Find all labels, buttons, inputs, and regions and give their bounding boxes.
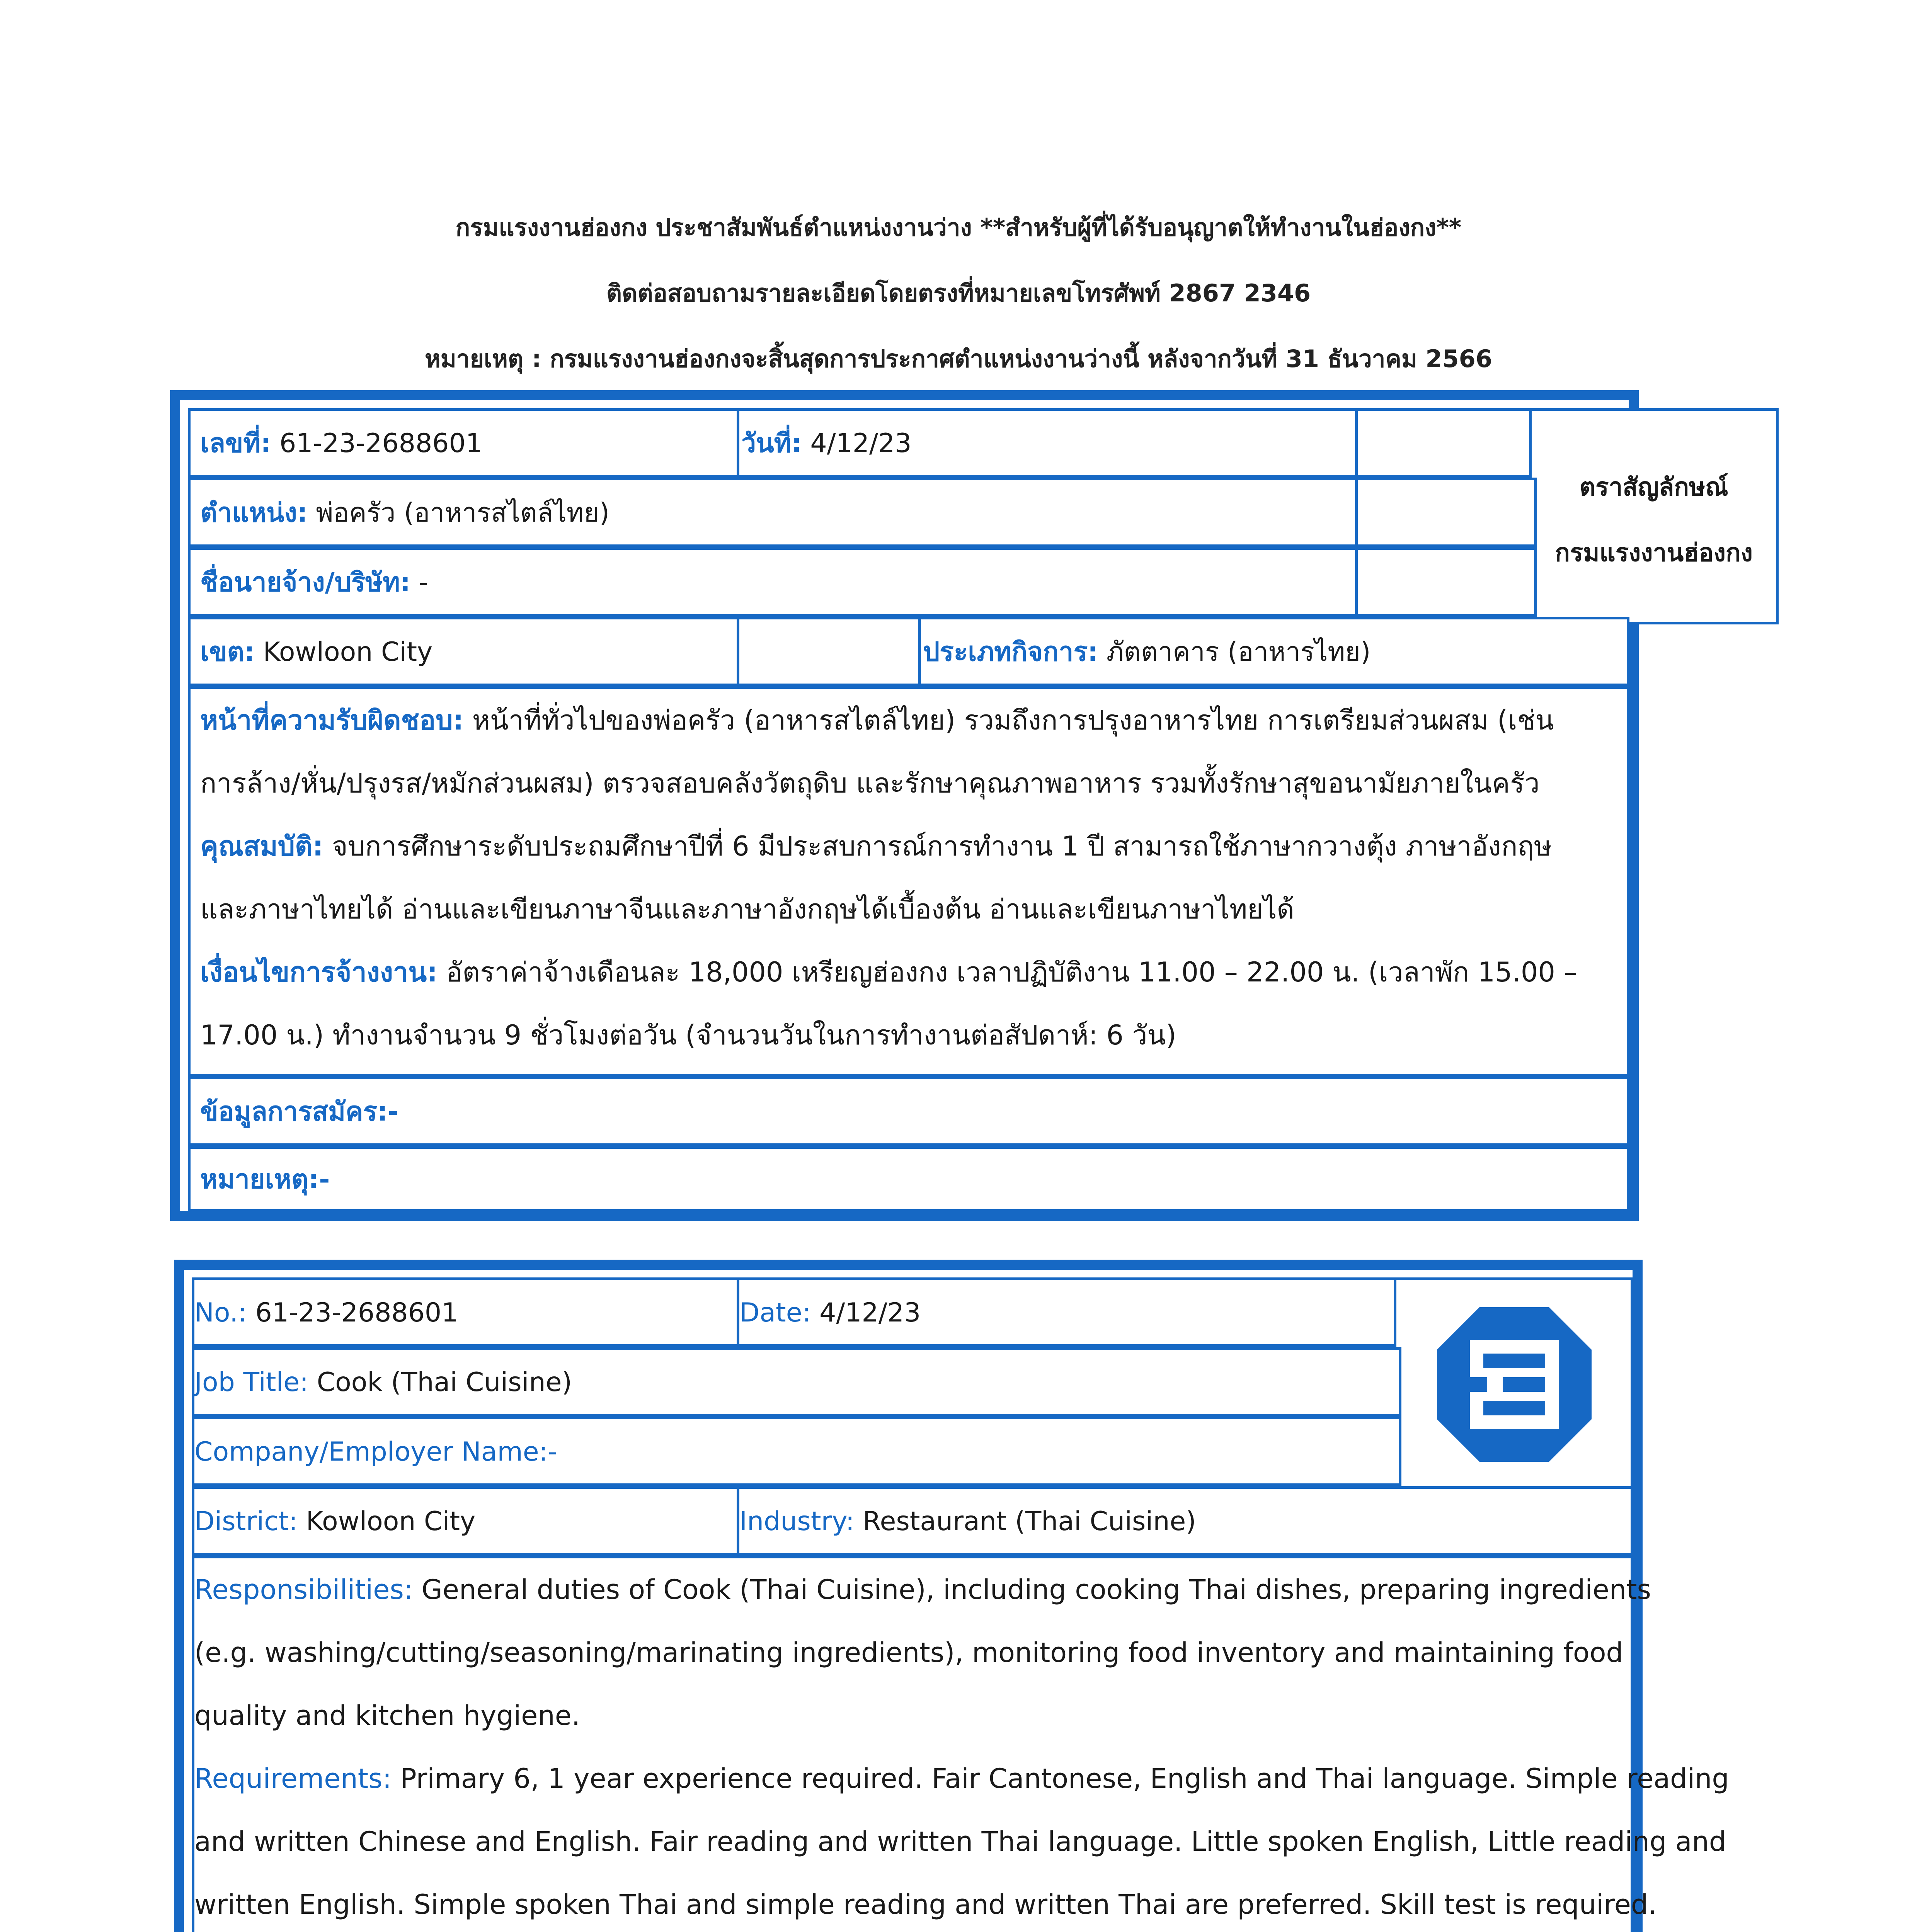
thai-job-card	[170, 390, 1753, 1221]
thai-responsibilities-line-1: หน้าที่ทั่วไปของพ่อครัว (อาหารสไตล์ไทย) รวมถึงการปรุงอาหารไทย การเตรียมส่วนผสม (เช่น	[472, 704, 1554, 736]
thai-terms-line-2: 17.00 น.) ทำงานจำนวน 9 ชั่วโมงต่อวัน (จำนวนวันในการทำงานต่อสัปดาห์: 6 วัน)	[200, 1019, 1176, 1051]
en-logo-cell	[1394, 1277, 1633, 1494]
en-no-cell	[192, 1277, 744, 1347]
en-responsibilities-line-2: (e.g. washing/cutting/seasoning/marinating ingredients), monitoring food inventory and maintaining food	[194, 1637, 1623, 1668]
en-date-label: Date:	[739, 1298, 811, 1328]
en-no-label: No.:	[194, 1298, 247, 1328]
thai-application-label: ข้อมูลการสมัคร:-	[200, 1097, 399, 1127]
thai-district-cell	[188, 617, 744, 686]
en-responsibilities-label: Responsibilities:	[194, 1574, 413, 1605]
en-industry-label: Industry:	[739, 1506, 855, 1537]
thai-blank-cell-1	[1355, 408, 1537, 478]
en-job-value: Cook (Thai Cuisine)	[317, 1367, 572, 1398]
en-job-label: Job Title:	[194, 1367, 309, 1398]
thai-requirements-label: คุณสมบัติ:	[200, 830, 323, 862]
thai-position-label: ตำแหน่ง:	[200, 498, 308, 528]
thai-position-cell	[188, 478, 1363, 547]
thai-details-cell	[188, 686, 1629, 1077]
thai-blank-cell-3	[1355, 547, 1537, 617]
thai-employer-cell	[188, 547, 1363, 617]
thai-application-cell	[188, 1077, 1629, 1146]
header-line-2: ติดต่อสอบถามรายละเอียดโดยตรงที่หมายเลขโทรศัพท์ 2867 2346	[606, 279, 1311, 307]
en-date-cell	[737, 1277, 1401, 1347]
thai-no-value: 61-23-2688601	[279, 428, 483, 459]
en-industry-value: Restaurant (Thai Cuisine)	[863, 1506, 1196, 1537]
thai-district-label: เขต:	[200, 637, 255, 667]
thai-industry-value: ภัตตาคาร (อาหารไทย)	[1106, 637, 1371, 667]
en-no-value: 61-23-2688601	[255, 1298, 458, 1328]
en-company-label: Company/Employer Name:-	[194, 1437, 557, 1467]
thai-position-value: พ่อครัว (อาหารสไตล์ไทย)	[316, 498, 610, 528]
thai-blank-cell-2	[1355, 478, 1537, 547]
en-requirements-line-3: written English. Simple spoken Thai and simple reading and written Thai are preferred. Skill test is required.	[194, 1889, 1657, 1920]
thai-district-value: Kowloon City	[263, 637, 433, 667]
en-date-value: 4/12/23	[819, 1298, 921, 1328]
thai-stamp-box	[1529, 408, 1779, 624]
thai-date-label: วันที่:	[741, 428, 802, 459]
thai-terms-line-1: อัตราค่าจ้างเดือนละ 18,000 เหรียญฮ่องกง เวลาปฏิบัติงาน 11.00 – 22.00 น. (เวลาพัก 15.00 –	[446, 956, 1578, 988]
en-requirements-line-2: and written Chinese and English. Fair reading and written Thai language. Little spoken English, Little reading and	[194, 1826, 1726, 1857]
en-responsibilities-line-1: General duties of Cook (Thai Cuisine), including cooking Thai dishes, preparing ingredients	[421, 1574, 1651, 1605]
thai-remarks-label: หมายเหตุ:-	[200, 1164, 330, 1195]
en-district-value: Kowloon City	[306, 1506, 476, 1537]
thai-blank-cell-4	[737, 617, 926, 686]
en-district-label: District:	[194, 1506, 298, 1537]
thai-date-value: 4/12/23	[810, 428, 912, 459]
thai-responsibilities-label: หน้าที่ความรับผิดชอบ:	[200, 704, 464, 736]
thai-employer-value: -	[419, 567, 429, 598]
thai-industry-cell	[918, 617, 1629, 686]
thai-no-cell	[188, 408, 744, 478]
labour-department-logo-icon	[1433, 1303, 1595, 1466]
thai-requirements-line-2: และภาษาไทยได้ อ่านและเขียนภาษาจีนและภาษาอังกฤษได้เบื้องต้น อ่านและเขียนภาษาไทยได้	[200, 893, 1294, 925]
thai-employer-label: ชื่อนายจ้าง/บริษัท:	[200, 567, 411, 598]
en-job-title-cell	[192, 1347, 1401, 1417]
en-company-cell	[192, 1417, 1401, 1486]
en-requirements-line-1: Primary 6, 1 year experience required. Fair Cantonese, English and Thai language. Simple reading	[400, 1763, 1729, 1794]
thai-no-label: เลขที่:	[200, 428, 271, 459]
thai-industry-label: ประเภทกิจการ:	[923, 637, 1098, 667]
thai-terms-label: เงื่อนไขการจ้างงาน:	[200, 956, 438, 988]
thai-requirements-line-1: จบการศึกษาระดับประถมศึกษาปีที่ 6 มีประสบการณ์การทำงาน 1 ปี สามารถใช้ภาษากวางตุ้ง ภาษาอังกฤษ	[332, 830, 1552, 862]
thai-date-cell	[737, 408, 1363, 478]
en-responsibilities-line-3: quality and kitchen hygiene.	[194, 1700, 581, 1731]
en-requirements-label: Requirements:	[194, 1763, 392, 1794]
english-job-card	[174, 1260, 1729, 1932]
en-district-cell	[192, 1486, 744, 1556]
thai-stamp-text-2: กรมแรงงานฮ่องกง	[1555, 539, 1753, 567]
en-details-cell	[192, 1556, 1729, 1932]
header-line-3: หมายเหตุ : กรมแรงงานฮ่องกงจะสิ้นสุดการประกาศตำแหน่งงานว่างนี้ หลังจากวันที่ 31 ธันวาคม 2566	[425, 345, 1492, 373]
thai-responsibilities-line-2: การล้าง/หั่น/ปรุงรส/หมักส่วนผสม) ตรวจสอบคลังวัตถุดิบ และรักษาคุณภาพอาหาร รวมทั้งรักษาสุขอนามัยภายในครัว	[200, 767, 1540, 799]
en-industry-cell	[737, 1486, 1633, 1556]
thai-stamp-text-1: ตราสัญลักษณ์	[1579, 473, 1728, 502]
header-line-1: กรมแรงงานฮ่องกง ประชาสัมพันธ์ตำแหน่งงานว่าง **สำหรับผู้ที่ได้รับอนุญาตให้ทำงานในฮ่องกง**	[455, 213, 1462, 242]
thai-remarks-cell	[188, 1146, 1629, 1212]
